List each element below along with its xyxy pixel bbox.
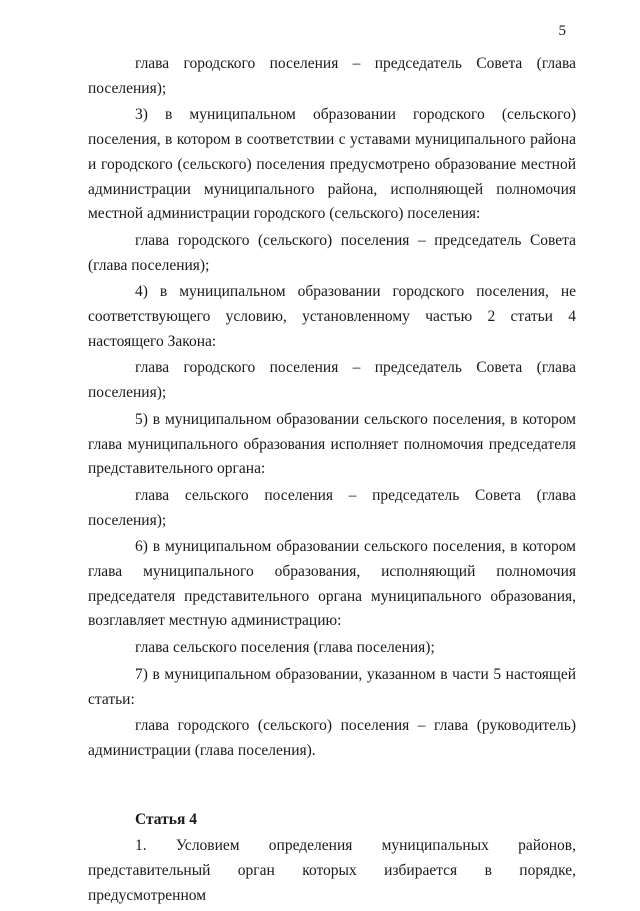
- paragraph-1: глава городского поселения – председатель Совета (глава поселения);: [88, 55, 576, 97]
- article-paragraph-1: 1. Условием определения муниципальных районов, представительный орган которых избирается в порядке, предусмотренном: [88, 837, 576, 904]
- document-body: [88, 52, 576, 911]
- paragraph-8: 6) в муниципальном образовании сельского поселения, в котором глава муниципального образования, исполняющий полномочия председателя представительного органа муниципального образования, возглавляет местную администрацию:: [88, 538, 576, 630]
- paragraph-3: глава городского (сельского) поселения – председатель Совета (глава поселения);: [88, 231, 576, 274]
- paragraph-6: 5) в муниципальном образовании сельского поселения, в котором глава муниципального образования исполняет полномочия председателя представительного органа:: [88, 410, 576, 478]
- paragraph-11: глава городского (сельского) поселения – глава (руководитель) администрации (глава поселения).: [88, 717, 576, 759]
- page-number: 5: [558, 23, 566, 39]
- paragraph-4: 4) в муниципальном образовании городского поселения, не соответствующего условию, установленному частью 2 статьи 4 настоящего Закона:: [88, 283, 576, 350]
- paragraph-7: глава сельского поселения – председатель Совета (глава поселения);: [88, 486, 576, 529]
- paragraph-5: глава городского поселения – председатель Совета (глава поселения);: [88, 359, 576, 402]
- paragraph-9: глава сельского поселения (глава поселения);: [135, 639, 435, 657]
- article-heading: Статья 4: [135, 810, 197, 828]
- paragraph-2: 3) в муниципальном образовании городского (сельского) поселения, в котором в соответствии с уставами муниципального района и городского (сельского) поселения предусмотрено образование местной администрации муниципального района, исполняющей полномочия местной администрации городского (сельского) поселения:: [88, 106, 576, 223]
- paragraph-10: 7) в муниципальном образовании, указанном в части 5 настоящей статьи:: [88, 665, 576, 708]
